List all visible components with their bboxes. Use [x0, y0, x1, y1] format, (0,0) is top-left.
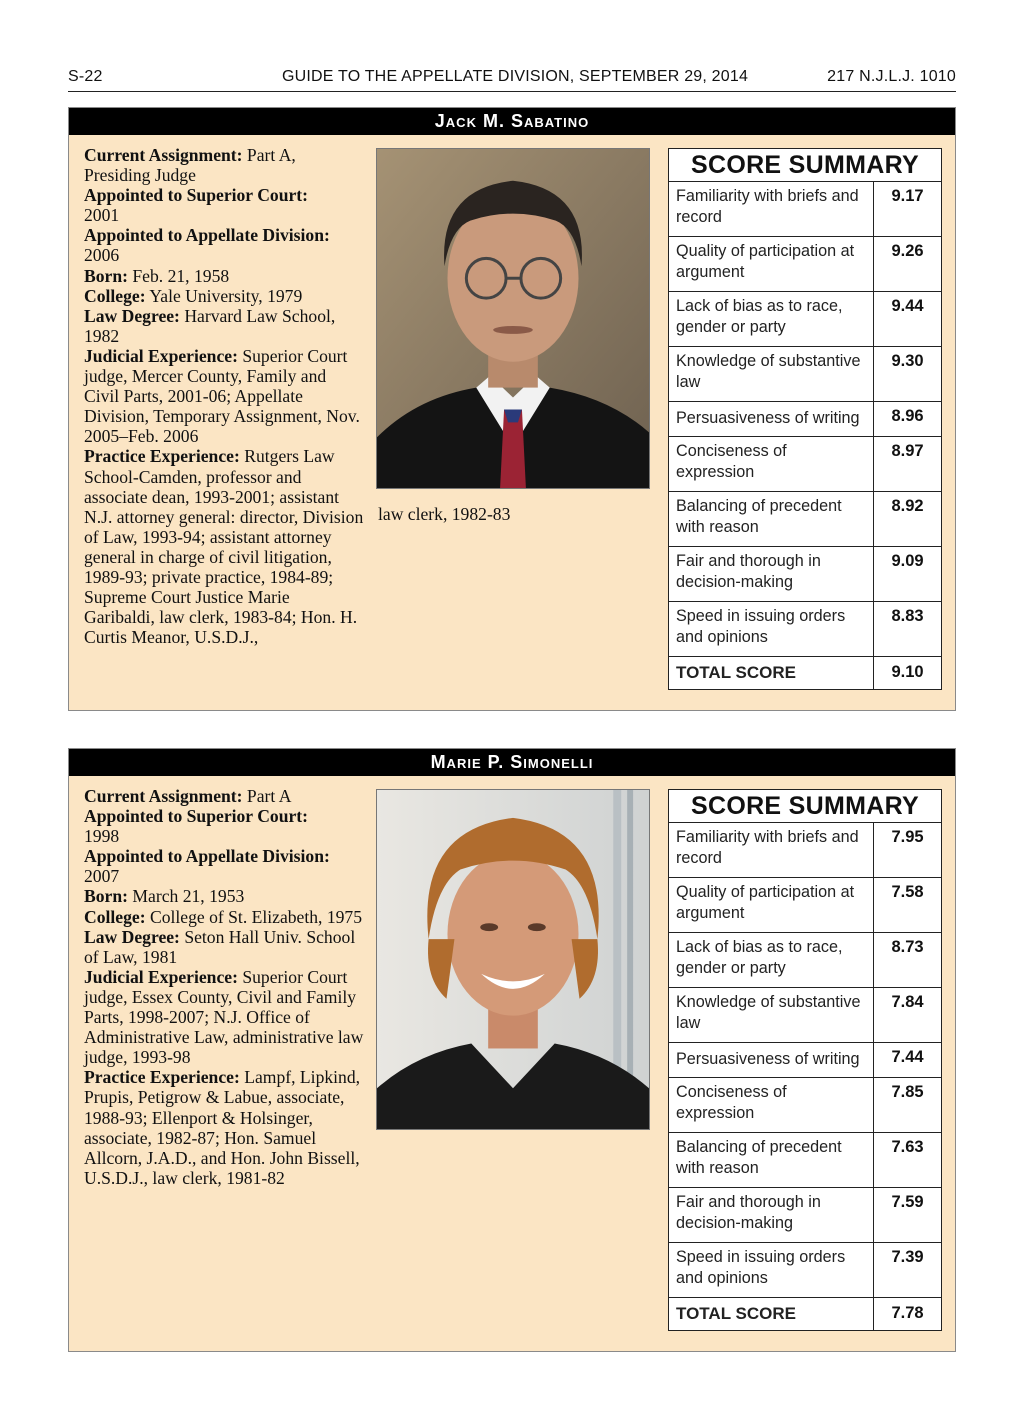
score-value: 7.63	[873, 1133, 941, 1187]
birth-date: Feb. 21, 1958	[132, 265, 230, 286]
bio-label: Appointed to Appellate Division:	[84, 225, 330, 246]
score-label: Lack of bias as to race, gender or party	[676, 297, 843, 336]
score-value: 8.97	[873, 437, 941, 491]
judicial-experience: Superior Court judge, Essex County, Civil and Family Parts, 1998-2007; N.J. Office of Administrative Law, administrative law judge, 1993-98	[84, 966, 364, 1068]
bio-label: Judicial Experience:	[84, 345, 238, 366]
score-value: 7.39	[873, 1243, 941, 1297]
score-label: Quality of participation at argument	[676, 883, 855, 922]
law-degree: Harvard Law School, 1982	[84, 305, 336, 346]
score-row	[669, 347, 941, 402]
judge-name: Jack M. Sabatino	[69, 108, 955, 135]
practice-experience: Rutgers Law School-Camden, professor and associate dean, 1993-2001; assistant N.J. attorney general: director, Division of Law, 1993-94; assistant attorney general in charge of civil litigation, 1989-93; private practice, 1984-89; Supreme Court Justice Marie Garibaldi, law clerk, 1983-84; Hon. H. Curtis Meanor, U.S.D.J.,	[84, 446, 364, 648]
total-score-value: 9.10	[873, 657, 941, 689]
judge-name: Marie P. Simonelli	[69, 749, 955, 776]
bio-label: Current Assignment:	[84, 145, 243, 165]
bio-label: Judicial Experience:	[84, 966, 238, 987]
score-row	[669, 933, 941, 988]
bio-label: Practice Experience:	[84, 446, 240, 467]
score-row	[669, 1078, 941, 1133]
running-head	[68, 66, 956, 92]
score-label: Persuasiveness of writing	[676, 409, 860, 427]
score-summary	[668, 148, 942, 690]
score-row	[669, 1043, 941, 1078]
appellate-year: 2006	[84, 245, 120, 266]
total-score-label: TOTAL SCORE	[676, 663, 796, 682]
college: College of St. Elizabeth, 1975	[149, 906, 363, 927]
bio-label: Law Degree:	[84, 305, 180, 326]
superior-court-year: 2001	[84, 205, 120, 226]
score-label: Familiarity with briefs and record	[676, 828, 859, 867]
score-row	[669, 437, 941, 492]
current-assignment: Part A, Presiding Judge	[84, 145, 296, 186]
practice-experience: Lampf, Lipkind, Prupis, Petigrow & Labue, associate, 1988-93; Ellenport & Holsinger, associate, 1982-87; Hon. Samuel Allcorn, J.A.D., and Hon. John Bissell, U.S.D.J., law clerk, 1981-82	[84, 1067, 361, 1188]
score-row	[669, 1243, 941, 1298]
score-value: 7.85	[873, 1078, 941, 1132]
score-label: Knowledge of substantive law	[676, 993, 861, 1032]
score-label: Persuasiveness of writing	[676, 1050, 860, 1068]
judge-photo	[376, 148, 650, 489]
score-value: 8.92	[873, 492, 941, 546]
law-degree: Seton Hall Univ. School of Law, 1981	[84, 926, 356, 967]
score-row	[669, 402, 941, 437]
score-row	[669, 492, 941, 547]
score-label: Knowledge of substantive law	[676, 352, 861, 391]
bio-label: Law Degree:	[84, 926, 180, 947]
score-label: Balancing of precedent with reason	[676, 1138, 842, 1177]
score-row	[669, 1133, 941, 1188]
score-label: Fair and thorough in decision-making	[676, 1193, 821, 1232]
publication-title: GUIDE TO THE APPELLATE DIVISION, SEPTEMBER 29, 2014	[282, 68, 749, 85]
score-value: 7.59	[873, 1188, 941, 1242]
score-value: 7.95	[873, 823, 941, 877]
score-row	[669, 878, 941, 933]
total-score-row	[669, 1298, 941, 1330]
judge-profile-sabatino	[68, 107, 956, 711]
score-summary-title: SCORE SUMMARY	[669, 149, 941, 182]
total-score-label: TOTAL SCORE	[676, 1304, 796, 1323]
score-row	[669, 1188, 941, 1243]
current-assignment: Part A	[246, 786, 292, 806]
bio-label: Appointed to Superior Court:	[84, 185, 309, 206]
score-row	[669, 988, 941, 1043]
bio-continued: law clerk, 1982-83	[378, 504, 511, 524]
score-value: 9.09	[873, 547, 941, 601]
score-label: Balancing of precedent with reason	[676, 497, 842, 536]
score-row	[669, 602, 941, 657]
bio-label: College:	[84, 285, 146, 306]
total-score-row	[669, 657, 941, 689]
score-value: 9.44	[873, 292, 941, 346]
bio-label: Practice Experience:	[84, 1067, 240, 1088]
score-label: Speed in issuing orders and opinions	[676, 1248, 846, 1287]
bio-label: Born:	[84, 265, 128, 286]
judicial-experience: Superior Court judge, Mercer County, Family and Civil Parts, 2001-06; Appellate Division, Temporary Assignment, Nov. 2005–Feb. 2006	[84, 345, 360, 447]
score-row	[669, 823, 941, 878]
judge-profile-simonelli	[68, 748, 956, 1352]
appellate-year: 2007	[84, 866, 120, 887]
score-summary-title: SCORE SUMMARY	[669, 790, 941, 823]
birth-date: March 21, 1953	[132, 886, 245, 907]
score-value: 7.44	[873, 1043, 941, 1077]
score-value: 8.73	[873, 933, 941, 987]
bio-label: Appointed to Appellate Division:	[84, 846, 330, 867]
college: Yale University, 1979	[149, 285, 303, 306]
judge-photo	[376, 789, 650, 1130]
score-value: 8.83	[873, 602, 941, 656]
score-value: 7.58	[873, 878, 941, 932]
bio-label: Appointed to Superior Court:	[84, 806, 309, 827]
score-label: Speed in issuing orders and opinions	[676, 607, 846, 646]
total-score-value: 7.78	[873, 1298, 941, 1330]
bio-label: Current Assignment:	[84, 786, 243, 806]
score-value: 9.17	[873, 182, 941, 236]
score-row	[669, 547, 941, 602]
citation: 217 N.J.L.J. 1010	[827, 68, 956, 85]
score-row	[669, 237, 941, 292]
bio-label: College:	[84, 906, 146, 927]
judge-bio	[84, 786, 364, 1188]
page-number: S-22	[68, 68, 103, 85]
score-value: 8.96	[873, 402, 941, 436]
score-value: 9.26	[873, 237, 941, 291]
judge-bio	[84, 145, 364, 647]
score-value: 9.30	[873, 347, 941, 401]
score-row	[669, 182, 941, 237]
score-label: Conciseness of expression	[676, 1083, 787, 1122]
score-row	[669, 292, 941, 347]
score-label: Lack of bias as to race, gender or party	[676, 938, 843, 977]
superior-court-year: 1998	[84, 826, 120, 847]
score-label: Fair and thorough in decision-making	[676, 552, 821, 591]
score-label: Conciseness of expression	[676, 442, 787, 481]
score-summary	[668, 789, 942, 1331]
bio-label: Born:	[84, 886, 128, 907]
score-label: Familiarity with briefs and record	[676, 187, 859, 226]
score-value: 7.84	[873, 988, 941, 1042]
score-label: Quality of participation at argument	[676, 242, 855, 281]
